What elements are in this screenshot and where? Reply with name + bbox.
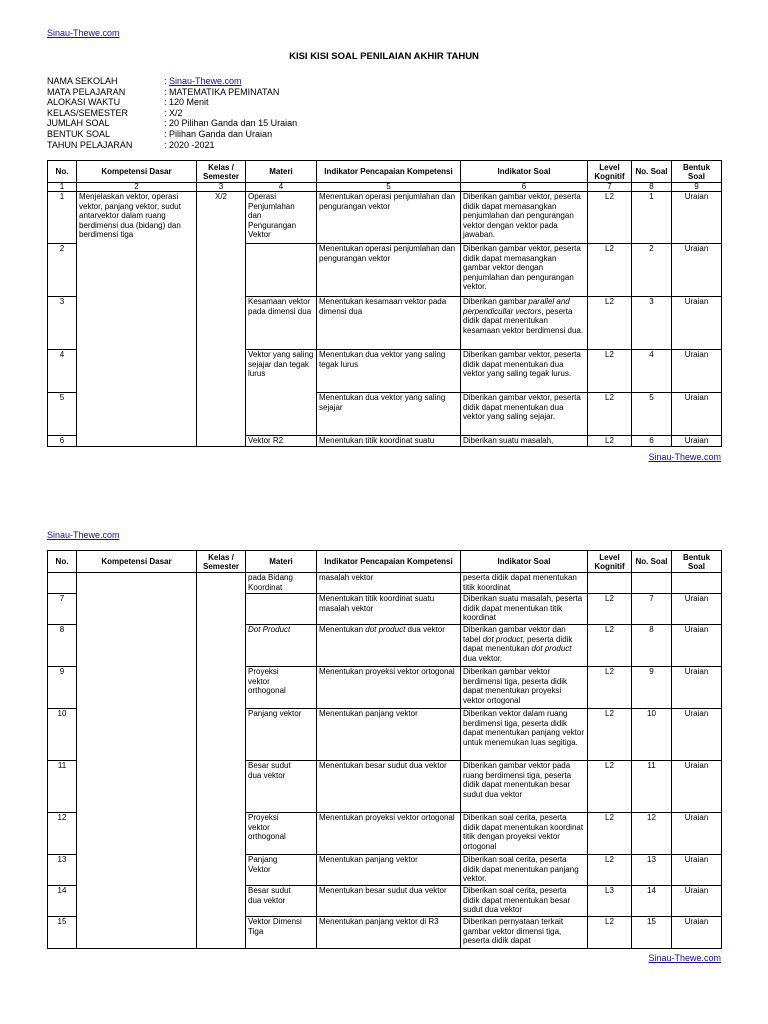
no-soal-cell [632, 573, 672, 594]
meta-label: ALOKASI WAKTU [47, 97, 121, 108]
indikator-soal-cell: Diberikan gambar parallel and perpendicullar vectors, peserta didik dapat menentukan kesamaan vektor berdimensi dua. [461, 297, 588, 350]
no-soal-cell: 12 [632, 813, 672, 855]
col-header: Indikator Soal [461, 161, 588, 183]
materi-cell: Proyeksi vektor orthogonal [246, 667, 317, 709]
bentuk-cell: Uraian [672, 917, 722, 949]
row-number: 10 [48, 709, 77, 761]
no-soal-cell: 8 [632, 625, 672, 667]
ipk-cell: Menentukan besar sudut dua vektor [317, 886, 461, 917]
col-number: 3 [197, 183, 246, 192]
no-soal-cell: 15 [632, 917, 672, 949]
level-cell: L2 [588, 393, 632, 436]
col-header: No. [48, 551, 77, 573]
level-cell: L2 [588, 709, 632, 761]
ipk-cell: masalah vektor [317, 573, 461, 594]
kelas-cell: X/2 [197, 192, 246, 447]
materi-cell: Panjang Vektor [246, 855, 317, 886]
bentuk-cell: Uraian [672, 297, 722, 350]
materi-cell: Besar sudut dua vektor [246, 761, 317, 813]
footer-site-link[interactable]: Sinau-Thewe.com [648, 953, 721, 963]
ipk-cell: Menentukan dua vektor yang saling sejajar [317, 393, 461, 436]
level-cell: L2 [588, 917, 632, 949]
meta-block [47, 76, 297, 150]
level-cell: L2 [588, 350, 632, 393]
ipk-cell: Menentukan titik koordinat suatu masalah vektor [317, 594, 461, 625]
no-soal-cell: 7 [632, 594, 672, 625]
materi-cell: Vektor yang saling sejajar dan tegak lurus [246, 350, 317, 436]
level-cell: L2 [588, 625, 632, 667]
bentuk-cell: Uraian [672, 350, 722, 393]
indikator-soal-cell: peserta didik dapat menentukan titik koordinat [461, 573, 588, 594]
col-number: 1 [48, 183, 77, 192]
indikator-soal-cell: Diberikan soal cerita, peserta didik dapat menentukan panjang vektor. [461, 855, 588, 886]
ipk-cell: Menentukan operasi penjumlahan dan pengurangan vektor [317, 192, 461, 244]
indikator-soal-cell: Diberikan vektor dalam ruang berdimensi tiga, peserta didik dapat menentukan panjang vektor untuk menemukan luas segitiga. [461, 709, 588, 761]
level-cell [588, 573, 632, 594]
ipk-cell: Menentukan operasi penjumlahan dan pengurangan vektor [317, 244, 461, 297]
indikator-soal-cell: Diberikan gambar vektor, peserta didik dapat memasangkan penjumlahan dan pengurangan vektor dengan vektor pada jawaban. [461, 192, 588, 244]
col-header: Kelas / Semester [197, 551, 246, 573]
col-header: Kelas / Semester [197, 161, 246, 183]
meta-value: : 120 Menit [164, 97, 209, 108]
col-number: 5 [317, 183, 461, 192]
meta-row-subject [47, 87, 297, 98]
row-number: 9 [48, 667, 77, 709]
row-number: 13 [48, 855, 77, 886]
meta-row-class [47, 108, 297, 119]
col-number: 7 [588, 183, 632, 192]
meta-value: : 20 Pilihan Ganda dan 15 Uraian [164, 118, 298, 129]
row-number: 8 [48, 625, 77, 667]
row-number: 1 [48, 192, 77, 244]
meta-label: BENTUK SOAL [47, 128, 111, 139]
no-soal-cell: 3 [632, 297, 672, 350]
no-soal-cell: 14 [632, 886, 672, 917]
grid-table-page1 [47, 160, 722, 447]
no-soal-cell: 2 [632, 244, 672, 297]
no-soal-cell: 1 [632, 192, 672, 244]
materi-cell: Dot Product [246, 625, 317, 667]
table-row [48, 573, 722, 594]
materi-cell: pada Bidang Koordinat [246, 573, 317, 594]
ipk-cell: Menentukan dot product dua vektor [317, 625, 461, 667]
meta-label: TAHUN PELAJARAN [47, 139, 133, 150]
row-number: 12 [48, 813, 77, 855]
row-number: 2 [48, 244, 77, 297]
level-cell: L3 [588, 886, 632, 917]
kelas-cell [197, 573, 246, 949]
ipk-cell: Menentukan proyeksi vektor ortogonal [317, 813, 461, 855]
col-header: Kompetensi Dasar [77, 551, 197, 573]
indikator-soal-cell: Diberikan gambar vektor, peserta didik dapat menentukan dua vektor yang saling tegak lurus. [461, 350, 588, 393]
meta-row-school [47, 76, 297, 87]
no-soal-cell: 4 [632, 350, 672, 393]
row-number: 6 [48, 436, 77, 447]
level-cell: L2 [588, 297, 632, 350]
level-cell: L2 [588, 192, 632, 244]
col-header: Indikator Soal [461, 551, 588, 573]
materi-cell: Vektor R2 [246, 436, 317, 447]
col-number: 6 [461, 183, 588, 192]
indikator-soal-cell: Diberikan soal cerita, peserta didik dapat menentukan koordinat titik dengan proyeksi vektor ortogonal [461, 813, 588, 855]
bentuk-cell: Uraian [672, 855, 722, 886]
col-header: Materi [246, 161, 317, 183]
ipk-cell: Menentukan panjang vektor di R3 [317, 917, 461, 949]
bentuk-cell: Uraian [672, 667, 722, 709]
indikator-soal-cell: Diberikan gambar vektor pada ruang berdimensi tiga, peserta didik dapat menentukan besar sudut dua vektor [461, 761, 588, 813]
level-cell: L2 [588, 667, 632, 709]
no-soal-cell: 13 [632, 855, 672, 886]
row-number: 3 [48, 297, 77, 350]
bentuk-cell: Uraian [672, 436, 722, 447]
materi-cell [246, 244, 317, 297]
materi-cell: Vektor Dimensi Tiga [246, 917, 317, 949]
meta-label: KELAS/SEMESTER [47, 107, 129, 118]
materi-cell [246, 594, 317, 625]
column-number-row [48, 183, 722, 192]
document-title: KISI KISI SOAL PENILAIAN AKHIR TAHUN [289, 51, 479, 62]
meta-value: : MATEMATIKA PEMINATAN [164, 86, 280, 97]
ipk-cell: Menentukan panjang vektor [317, 709, 461, 761]
indikator-soal-cell: Diberikan gambar vektor berdimensi tiga, peserta didik dapat menentukan proyeksi vektor ortogonal [461, 667, 588, 709]
no-soal-cell: 11 [632, 761, 672, 813]
row-number: 11 [48, 761, 77, 813]
meta-value: : Pilihan Ganda dan Uraian [164, 128, 273, 139]
meta-row-form [47, 129, 297, 140]
indikator-soal-cell: Diberikan suatu masalah, peserta didik dapat menentukan titik koordinat [461, 594, 588, 625]
row-number: 5 [48, 393, 77, 436]
row-number: 14 [48, 886, 77, 917]
bentuk-cell: Uraian [672, 813, 722, 855]
indikator-soal-cell: Diberikan soal cerita, peserta didik dapat menentukan besar sudut dua vektor [461, 886, 588, 917]
bentuk-cell: Uraian [672, 761, 722, 813]
no-soal-cell: 5 [632, 393, 672, 436]
no-soal-cell: 10 [632, 709, 672, 761]
indikator-soal-cell: Diberikan gambar vektor dan tabel dot product, peserta didik dapat menentukan dot product dua vektor. [461, 625, 588, 667]
col-header: Bentuk Soal [672, 161, 722, 183]
meta-row-time [47, 97, 297, 108]
bentuk-cell: Uraian [672, 192, 722, 244]
bentuk-cell: Uraian [672, 393, 722, 436]
col-number: 8 [632, 183, 672, 192]
meta-value: : Sinau-Thewe.com [164, 76, 242, 86]
materi-cell: Kesamaan vektor pada dimensi dua [246, 297, 317, 350]
header-row [48, 161, 722, 183]
col-header: No. Soal [632, 161, 672, 183]
indikator-soal-cell: Diberikan pernyataan terkait gambar vektor dimensi tiga, peserta didik dapat [461, 917, 588, 949]
row-number [48, 573, 77, 594]
level-cell: L2 [588, 813, 632, 855]
footer-site-link[interactable]: Sinau-Thewe.com [648, 452, 721, 462]
col-number: 4 [246, 183, 317, 192]
row-number: 4 [48, 350, 77, 393]
ipk-cell: Menentukan dua vektor yang saling tegak lurus [317, 350, 461, 393]
level-cell: L2 [588, 244, 632, 297]
col-header: Level Kognitif [588, 551, 632, 573]
meta-label: MATA PELAJARAN [47, 86, 126, 97]
col-number: 2 [77, 183, 197, 192]
col-header: Level Kognitif [588, 161, 632, 183]
kompetensi-dasar-cell [77, 573, 197, 949]
header-site-link[interactable]: Sinau-Thewe.com [47, 530, 120, 540]
col-header: No. [48, 161, 77, 183]
meta-row-year [47, 140, 297, 151]
col-header: No. Soal [632, 551, 672, 573]
ipk-cell: Menentukan kesamaan vektor pada dimensi dua [317, 297, 461, 350]
no-soal-cell: 9 [632, 667, 672, 709]
ipk-cell: Menentukan proyeksi vektor ortogonal [317, 667, 461, 709]
level-cell: L2 [588, 436, 632, 447]
bentuk-cell: Uraian [672, 886, 722, 917]
col-header: Indikator Pencapaian Kompetensi [317, 551, 461, 573]
level-cell: L2 [588, 761, 632, 813]
materi-cell: Besar sudut dua vektor [246, 886, 317, 917]
col-header: Kompetensi Dasar [77, 161, 197, 183]
no-soal-cell: 6 [632, 436, 672, 447]
materi-cell: Proyeksi vektor orthogonal [246, 813, 317, 855]
school-link[interactable]: Sinau-Thewe.com [169, 76, 242, 86]
bentuk-cell: Uraian [672, 625, 722, 667]
col-header: Indikator Pencapaian Kompetensi [317, 161, 461, 183]
materi-cell: Operasi Penjumlahan dan Pengurangan Vektor [246, 192, 317, 244]
materi-cell: Panjang vektor [246, 709, 317, 761]
col-header: Materi [246, 551, 317, 573]
meta-label: JUMLAH SOAL [47, 118, 110, 129]
bentuk-cell: Uraian [672, 244, 722, 297]
indikator-soal-cell: Diberikan gambar vektor, peserta didik dapat menentukan dua vektor yang saling sejajar. [461, 393, 588, 436]
meta-value: : X/2 [164, 107, 183, 118]
row-number: 15 [48, 917, 77, 949]
header-site-link[interactable]: Sinau-Thewe.com [47, 28, 120, 38]
bentuk-cell: Uraian [672, 709, 722, 761]
col-header: Bentuk Soal [672, 551, 722, 573]
meta-value: : 2020 -2021 [164, 139, 215, 150]
indikator-soal-cell: Diberikan suatu masalah, [461, 436, 588, 447]
col-number: 9 [672, 183, 722, 192]
bentuk-cell: Uraian [672, 594, 722, 625]
ipk-cell: Menentukan titik koordinat suatu [317, 436, 461, 447]
grid-table-page2 [47, 550, 722, 949]
header-row [48, 551, 722, 573]
row-number: 7 [48, 594, 77, 625]
bentuk-cell [672, 573, 722, 594]
indikator-soal-cell: Diberikan gambar vektor, peserta didik dapat memasangkan gambar vektor dengan penjumlahan dan pengurangan vektor. [461, 244, 588, 297]
level-cell: L2 [588, 855, 632, 886]
kompetensi-dasar-cell: Menjelaskan vektor, operasi vektor, panjang vektor, sudut antarvektor dalam ruang berdimensi dua (bidang) dan berdimensi tiga [77, 192, 197, 447]
table-row [48, 192, 722, 244]
ipk-cell: Menentukan panjang vektor [317, 855, 461, 886]
level-cell: L2 [588, 594, 632, 625]
ipk-cell: Menentukan besar sudut dua vektor [317, 761, 461, 813]
meta-label: NAMA SEKOLAH [47, 76, 118, 86]
meta-row-count [47, 118, 297, 129]
